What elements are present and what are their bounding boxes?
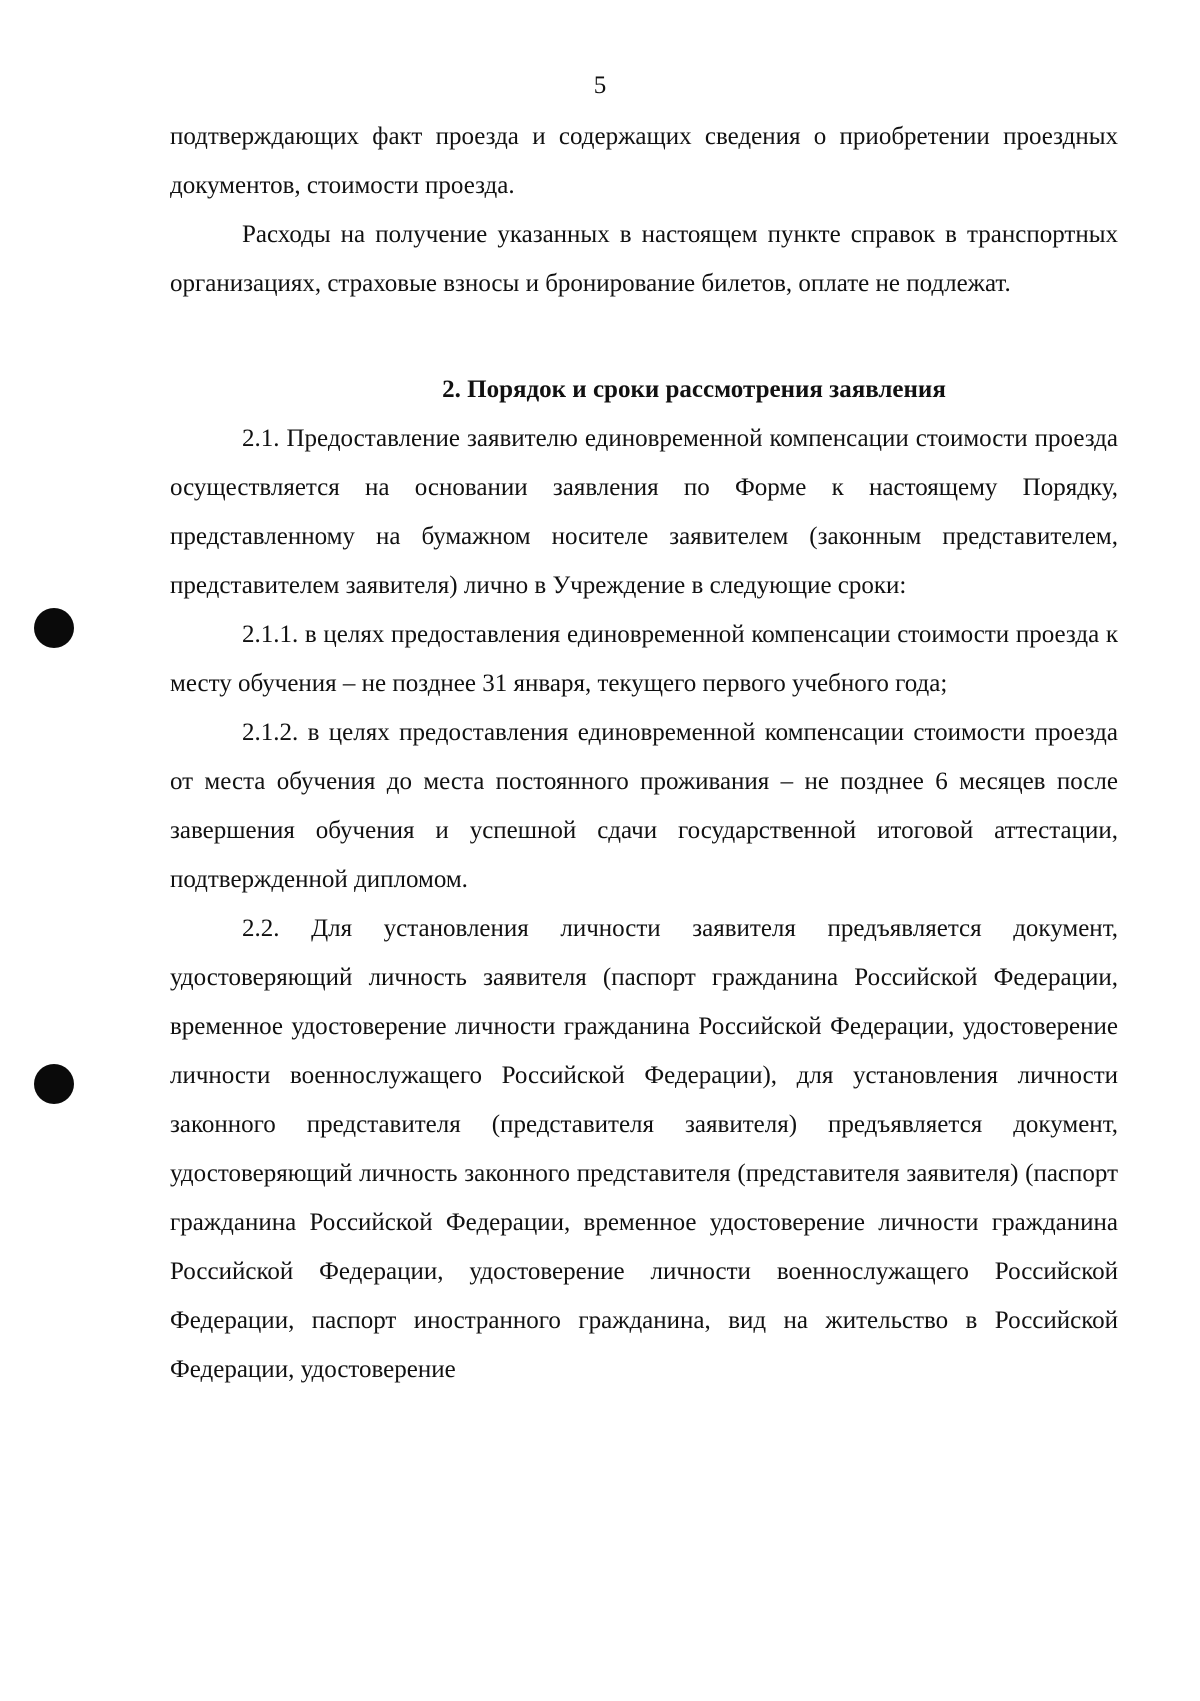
paragraph-2-2: 2.2. Для установления личности заявителя предъявляется документ, удостоверяющий личность заявителя (паспорт гражданина Российской Федерации, временное удостоверение личности гражданина Российской Федерации, удостоверение личности военнослужащего Российской Федерации), для установления личности законного представителя (представителя заявителя) предъявляется документ, удостоверяющий личность законного представителя (представителя заявителя) (паспорт гражданина Российской Федерации, временное удостоверение личности гражданина Российской Федерации, удостоверение личности военнослужащего Российской Федерации, паспорт иностранного гражданина, вид на жительство в Российской Федерации, удостоверение [170,915,1118,1383]
paragraph-expenses: Расходы на получение указанных в настоящем пункте справок в транспортных организациях, страховые взносы и бронирование билетов, оплате не подлежат. [170,221,1118,297]
binder-hole-mark [34,608,74,648]
paragraph-2-1-2: 2.1.2. в целях предоставления единовременной компенсации стоимости проезда от места обучения до места постоянного проживания – не позднее 6 месяцев после завершения обучения и успешной сдачи государственной итоговой аттестации, подтвержденной дипломом. [170,719,1118,893]
page-number: 5 [593,72,607,99]
section-title: 2. Порядок и сроки рассмотрения заявления [442,376,946,403]
binder-hole-mark [34,1064,74,1104]
paragraph-2-1-1: 2.1.1. в целях предоставления единовременной компенсации стоимости проезда к месту обучения – не позднее 31 января, текущего первого учебного года; [170,621,1118,697]
document-body [170,112,1118,1394]
paragraph-2-1: 2.1. Предоставление заявителю единовременной компенсации стоимости проезда осуществляется на основании заявления по Форме к настоящему Порядку, представленному на бумажном носителе заявителем (законным представителем, представителем заявителя) лично в Учреждение в следующие сроки: [170,425,1118,599]
paragraph-continuation: подтверждающих факт проезда и содержащих сведения о приобретении проездных документов, стоимости проезда. [170,123,1118,199]
